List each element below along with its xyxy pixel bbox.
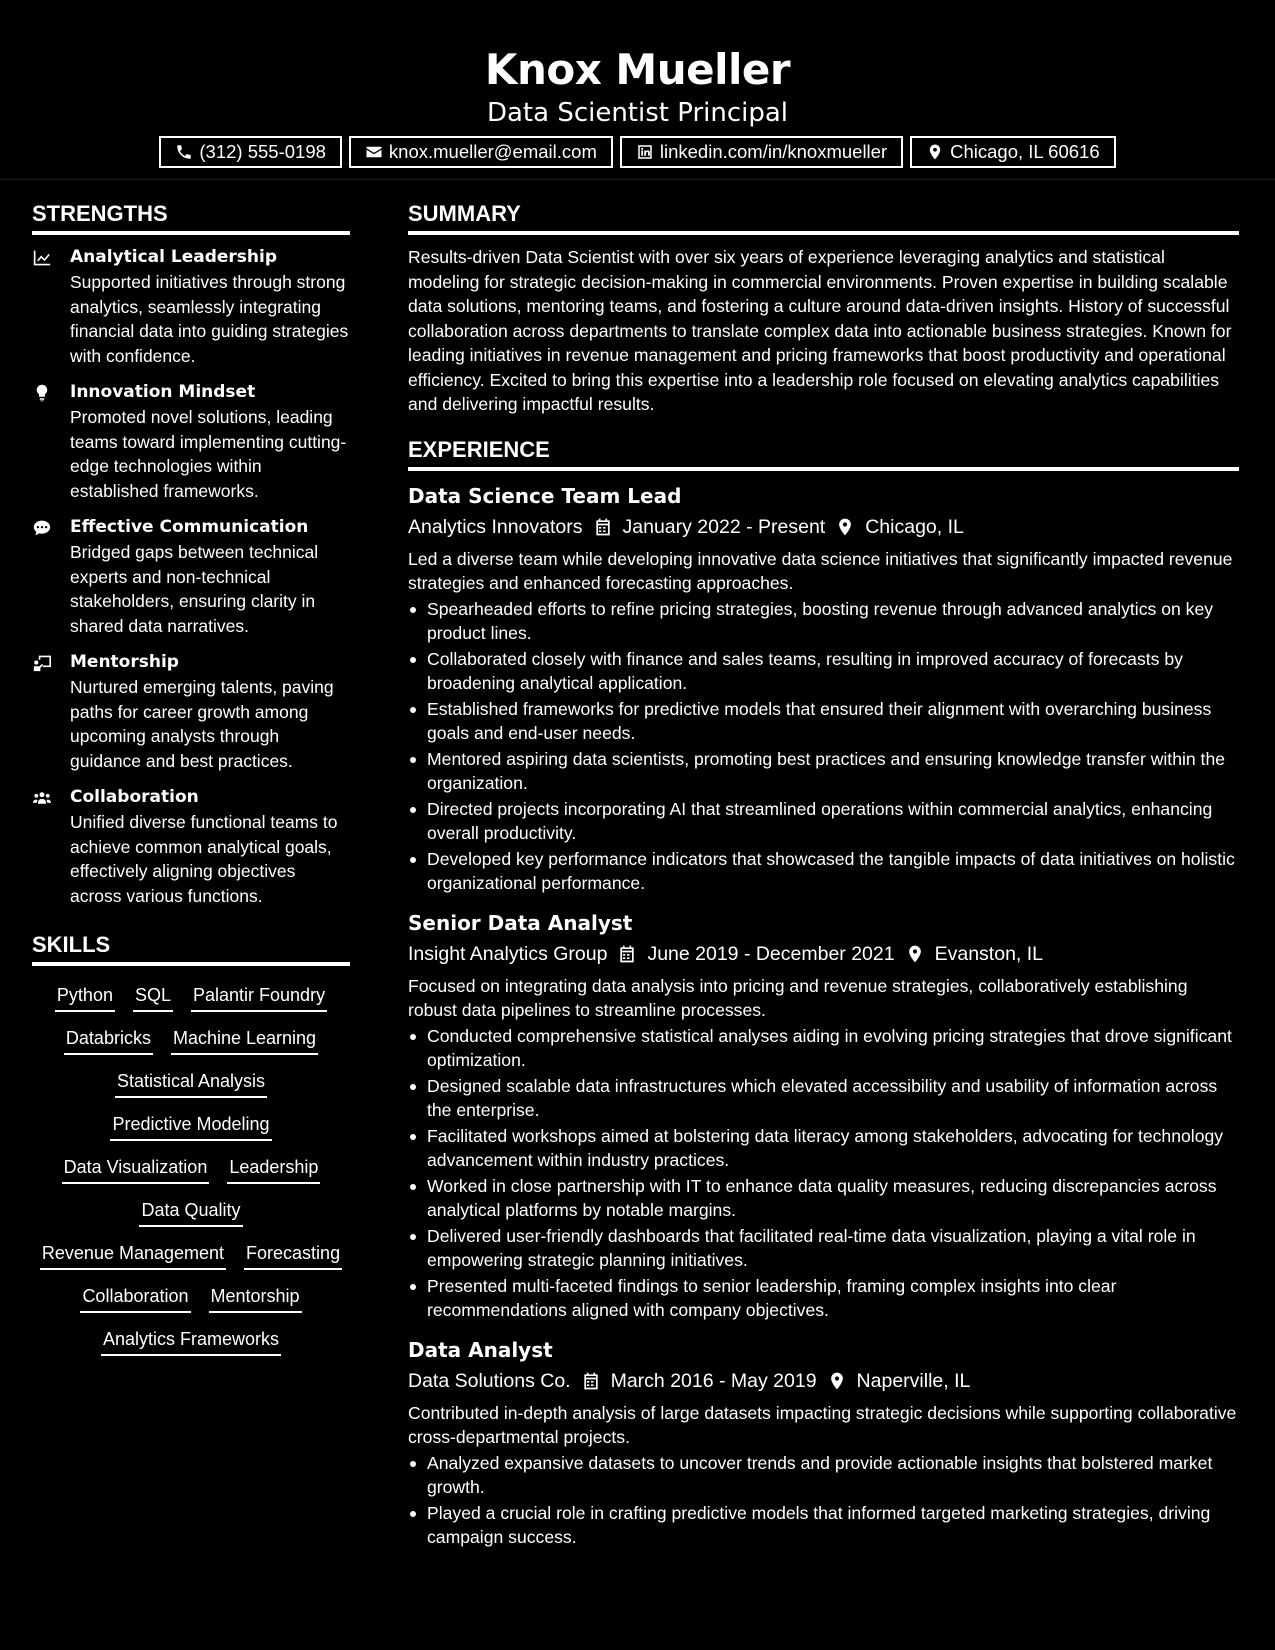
email-icon xyxy=(365,143,383,161)
right-column xyxy=(408,197,1239,1562)
job-entry xyxy=(408,1335,1239,1550)
job-title: Data Analyst xyxy=(408,1337,553,1362)
map-marker-icon xyxy=(905,944,925,964)
contact-email-text: knox.mueller@email.com xyxy=(388,141,597,162)
job-location: Evanston, IL xyxy=(934,942,1044,965)
calendar-icon xyxy=(593,517,613,537)
linkedin-icon xyxy=(636,143,654,161)
skills-list xyxy=(32,978,350,1356)
strength-title: Innovation Mindset xyxy=(70,382,256,402)
job-bullet: Worked in close partnership with IT to enhance data quality measures, reducing discrepancies across analytical platforms by notable margins. xyxy=(408,1174,1239,1223)
contact-phone[interactable] xyxy=(159,136,342,168)
job-bullet: Directed projects incorporating AI that streamlined operations within commercial analytics, enhancing overall productivity. xyxy=(408,797,1239,846)
skill-tag: Databricks xyxy=(64,1025,153,1055)
strength-item xyxy=(32,650,350,773)
contact-location-text: Chicago, IL 60616 xyxy=(950,141,1100,162)
strength-title: Mentorship xyxy=(70,652,179,672)
job-company: Analytics Innovators xyxy=(408,515,583,538)
strength-description: Bridged gaps between technical experts and non-technical stakeholders, ensuring clarity in shared data narratives. xyxy=(70,542,319,636)
job-dates: June 2019 - December 2021 xyxy=(647,942,895,965)
contact-phone-text: (312) 555-0198 xyxy=(199,141,326,162)
job-title: Data Science Team Lead xyxy=(408,483,682,508)
skill-tag: Collaboration xyxy=(80,1283,190,1313)
map-marker-icon xyxy=(835,517,855,537)
map-marker-icon xyxy=(926,143,944,161)
users-icon xyxy=(32,789,52,807)
strength-description: Promoted novel solutions, leading teams toward implementing cutting-edge technologies within established frameworks. xyxy=(70,407,347,501)
job-bullets xyxy=(408,1024,1239,1323)
job-meta xyxy=(408,1365,1239,1397)
skill-tag: Predictive Modeling xyxy=(110,1111,271,1141)
skill-tag: Analytics Frameworks xyxy=(101,1326,281,1356)
job-bullet: Facilitated workshops aimed at bolstering data literacy among stakeholders, advocating for technology advancement within industry practices. xyxy=(408,1124,1239,1173)
job-bullet: Played a crucial role in crafting predictive models that informed targeted marketing strategies, driving campaign success. xyxy=(408,1501,1239,1550)
job-description: Contributed in-depth analysis of large datasets impacting strategic decisions while supporting collaborative cross-departmental projects. xyxy=(408,1402,1237,1447)
job-location: Naperville, IL xyxy=(856,1369,971,1392)
resume-header xyxy=(0,0,1275,180)
summary-text: Results-driven Data Scientist with over six years of experience leveraging analytics and statistical modeling for strategic decision-making in commercial environments. Proven expertise in building scalable data solutions, mentoring teams, and fostering a culture around data-driven insights. History of successful collaboration across departments to translate complex data into actionable business strategies. Known for leading initiatives in revenue management and pricing frameworks that boost productivity and operational efficiency. Excited to bring this expertise into a leadership role focused on elevating analytics capabilities and delivering impactful results. xyxy=(408,247,1232,414)
job-description: Led a diverse team while developing innovative data science initiatives that significantly impacted revenue strategies and enhanced forecasting approaches. xyxy=(408,548,1233,593)
strength-title: Effective Communication xyxy=(70,517,309,537)
candidate-headline: Data Scientist Principal xyxy=(486,98,789,128)
calendar-icon xyxy=(581,1371,601,1391)
skills-heading: SKILLS xyxy=(32,928,350,966)
job-bullet: Mentored aspiring data scientists, promoting best practices and ensuring knowledge transfer within the organization. xyxy=(408,747,1239,796)
strength-title: Analytical Leadership xyxy=(70,247,278,267)
skill-tag: Palantir Foundry xyxy=(191,982,327,1012)
job-entry xyxy=(408,908,1239,1323)
job-bullet: Collaborated closely with finance and sales teams, resulting in improved accuracy of forecasts by broadening analytical application. xyxy=(408,647,1239,696)
skill-tag: Python xyxy=(55,982,115,1012)
contact-location[interactable] xyxy=(910,136,1115,168)
contact-bar xyxy=(0,136,1275,168)
job-company: Data Solutions Co. xyxy=(408,1369,571,1392)
phone-icon xyxy=(175,143,193,161)
job-bullet: Analyzed expansive datasets to uncover trends and provide actionable insights that bolstered market growth. xyxy=(408,1451,1239,1500)
experience-heading: EXPERIENCE xyxy=(408,433,1239,471)
job-title: Senior Data Analyst xyxy=(408,910,633,935)
skill-tag: SQL xyxy=(133,982,173,1012)
strength-title: Collaboration xyxy=(70,787,199,807)
job-meta xyxy=(408,938,1239,970)
strength-item xyxy=(32,380,350,503)
left-column xyxy=(32,197,350,1356)
job-dates: March 2016 - May 2019 xyxy=(610,1369,817,1392)
job-location: Chicago, IL xyxy=(865,515,964,538)
job-bullet: Delivered user-friendly dashboards that facilitated real-time data visualization, playing a vital role in empowering strategic planning initiatives. xyxy=(408,1224,1239,1273)
job-entry xyxy=(408,481,1239,896)
job-meta xyxy=(408,511,1239,543)
job-bullets xyxy=(408,1451,1239,1550)
candidate-name: Knox Mueller xyxy=(484,45,791,94)
job-bullet: Spearheaded efforts to refine pricing strategies, boosting revenue through advanced analytics on key product lines. xyxy=(408,597,1239,646)
strength-description: Unified diverse functional teams to achieve common analytical goals, effectively aligning objectives across various functions. xyxy=(70,812,338,906)
job-dates: January 2022 - Present xyxy=(622,515,826,538)
lightbulb-icon xyxy=(32,384,52,402)
skill-tag: Mentorship xyxy=(209,1283,302,1313)
skill-tag: Data Visualization xyxy=(62,1154,210,1184)
calendar-icon xyxy=(617,944,637,964)
map-marker-icon xyxy=(827,1371,847,1391)
skill-tag: Forecasting xyxy=(244,1240,342,1270)
strength-description: Nurtured emerging talents, paving paths for career growth among upcoming analysts through guidance and best practices. xyxy=(70,677,334,771)
job-bullet: Developed key performance indicators that showcased the tangible impacts of data initiatives on holistic organizational performance. xyxy=(408,847,1239,896)
summary-heading: SUMMARY xyxy=(408,197,1239,235)
skill-tag: Revenue Management xyxy=(40,1240,226,1270)
chalkboard-teacher-icon xyxy=(32,654,52,672)
skill-tag: Machine Learning xyxy=(171,1025,318,1055)
speech-bubble-icon xyxy=(32,519,52,537)
contact-linkedin-text: linkedin.com/in/knoxmueller xyxy=(659,141,888,162)
job-bullet: Designed scalable data infrastructures which elevated accessibility and usability of information across the enterprise. xyxy=(408,1074,1239,1123)
job-bullet: Conducted comprehensive statistical analyses aiding in evolving pricing strategies that drove significant optimization. xyxy=(408,1024,1239,1073)
strength-item xyxy=(32,245,350,368)
contact-email[interactable] xyxy=(349,136,613,168)
strength-item xyxy=(32,785,350,908)
job-description: Focused on integrating data analysis into pricing and revenue strategies, collaboratively establishing robust data pipelines to streamline processes. xyxy=(408,975,1188,1020)
chart-line-icon xyxy=(32,249,52,267)
job-bullet: Presented multi-faceted findings to senior leadership, framing complex insights into clear recommendations aligned with company objectives. xyxy=(408,1274,1239,1323)
strength-item xyxy=(32,515,350,638)
job-company: Insight Analytics Group xyxy=(408,942,608,965)
job-bullets xyxy=(408,597,1239,896)
strengths-heading: STRENGTHS xyxy=(32,197,350,235)
strength-description: Supported initiatives through strong analytics, seamlessly integrating financial data into guiding strategies with confidence. xyxy=(70,272,349,366)
contact-linkedin[interactable] xyxy=(620,136,903,168)
job-bullet: Established frameworks for predictive models that ensured their alignment with overarching business goals and end-user needs. xyxy=(408,697,1239,746)
skill-tag: Statistical Analysis xyxy=(115,1068,267,1098)
skill-tag: Data Quality xyxy=(139,1197,242,1227)
skill-tag: Leadership xyxy=(227,1154,320,1184)
